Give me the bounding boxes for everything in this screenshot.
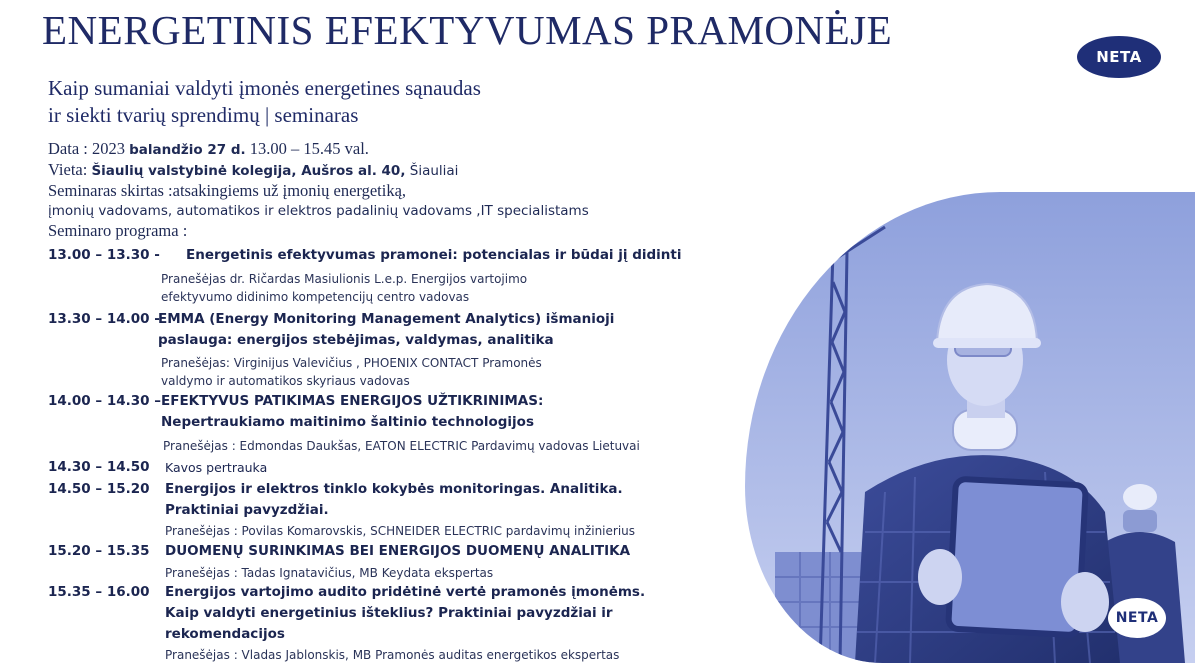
program-title [186,245,682,266]
program-speaker [165,564,493,582]
program-speaker [165,522,635,540]
engineer-illustration [745,192,1195,663]
program-title-line: Energetinis efektyvumas pramonei: potencialas ir būdai jį didinti [186,247,682,263]
program-time: 14.00 – 14.30 – [48,393,162,409]
speaker-line: Pranešėjas : Edmondas Daukšas, EATON ELECTRIC Pardavimų vadovas Lietuvai [163,439,640,453]
page-title: ENERGETINIS EFEKTYVUMAS PRAMONĖJE [42,7,893,53]
date-row [48,139,688,160]
neta-logo: NETA [1077,36,1161,78]
venue-label: Vieta: [48,160,92,179]
program-title [165,479,623,521]
subtitle-line-2: ir siekti tvarių sprendimų | seminaras [48,103,359,127]
speaker-line: Pranešėjas : Tadas Ignatavičius, MB Keydata ekspertas [165,566,494,580]
venue-address: Šiaulių valstybinė kolegija, Aušros al. 40, [91,163,406,179]
program-title [165,582,645,645]
subtitle-line-1: Kaip sumaniai valdyti įmonės energetines sąnaudas [48,76,481,100]
program-time: 14.30 – 14.50 [48,459,150,475]
speaker-line: Pranešėjas dr. Ričardas Masiulionis L.e.p. Energijos vartojimo [161,272,528,286]
program-title [158,309,614,351]
program-title-line: DUOMENŲ SURINKIMAS BEI ENERGIJOS DUOMENŲ ANALITIKA [165,543,631,559]
audience-row-2: įmonių vadovams, automatikos ir elektros padalinių vadovams ,IT specialistams [48,203,589,219]
audience-row: Seminaras skirtas :atsakingiems už įmonių energetiką, [48,181,407,200]
venue-row [48,160,688,181]
program-speaker [163,437,640,455]
neta-logo-bottom: NETA [1108,598,1166,638]
date-label: Data : 2023 [48,139,130,158]
engineer-photo [745,192,1195,663]
subtitle [48,75,648,129]
date-day: balandžio 27 d. [129,142,246,158]
speaker-line: valdymo ir automatikos skyriaus vadovas [161,374,410,388]
program-time: 15.20 – 15.35 [48,543,150,559]
program-time: 14.50 – 15.20 [48,481,150,497]
program-title-line: Energijos ir elektros tinklo kokybės monitoringas. Analitika. [165,481,623,497]
speaker-line: Pranešėjas : Vladas Jablonskis, MB Pramonės auditas energetikos ekspertas [165,648,620,662]
program-speaker [161,354,542,390]
program-title-line: Praktiniai pavyzdžiai. [165,502,329,518]
event-info [48,139,688,241]
date-time: 13.00 – 15.45 val. [245,139,369,158]
program-title-line: EMMA (Energy Monitoring Management Analytics) išmanioji [158,311,615,327]
coffee-break: Kavos pertrauka [165,460,268,475]
program-title-line: EFEKTYVUS PATIKIMAS ENERGIJOS UŽTIKRINIMAS: [161,393,544,409]
program-time: 15.35 – 16.00 [48,584,150,600]
program-title-line: paslauga: energijos stebėjimas, valdymas, analitika [158,332,554,348]
program-time: 13.00 – 13.30 - [48,247,160,263]
program-speaker [165,646,619,664]
venue-city: Šiauliai [405,163,459,179]
speaker-line: Pranešėjas : Povilas Komarovskis, SCHNEIDER ELECTRIC pardavimų inžinierius [165,524,636,538]
program-label: Seminaro programa : [48,221,188,240]
program-title-line: rekomendacijos [165,626,285,642]
program-speaker [161,270,527,306]
program-title [161,391,543,433]
program-title-line: Nepertraukiamo maitinimo šaltinio technologijos [161,414,534,430]
program-time: 13.30 – 14.00 - [48,311,160,327]
program-title [165,541,630,562]
speaker-line: efektyvumo didinimo kompetencijų centro vadovas [161,290,470,304]
program-title-line: Energijos vartojimo audito pridėtinė vertė pramonės įmonėms. [165,584,646,600]
speaker-line: Pranešėjas: Virginijus Valevičius , PHOENIX CONTACT Pramonės [161,356,542,370]
program-title-line: Kaip valdyti energetinius išteklius? Praktiniai pavyzdžiai ir [165,605,613,621]
